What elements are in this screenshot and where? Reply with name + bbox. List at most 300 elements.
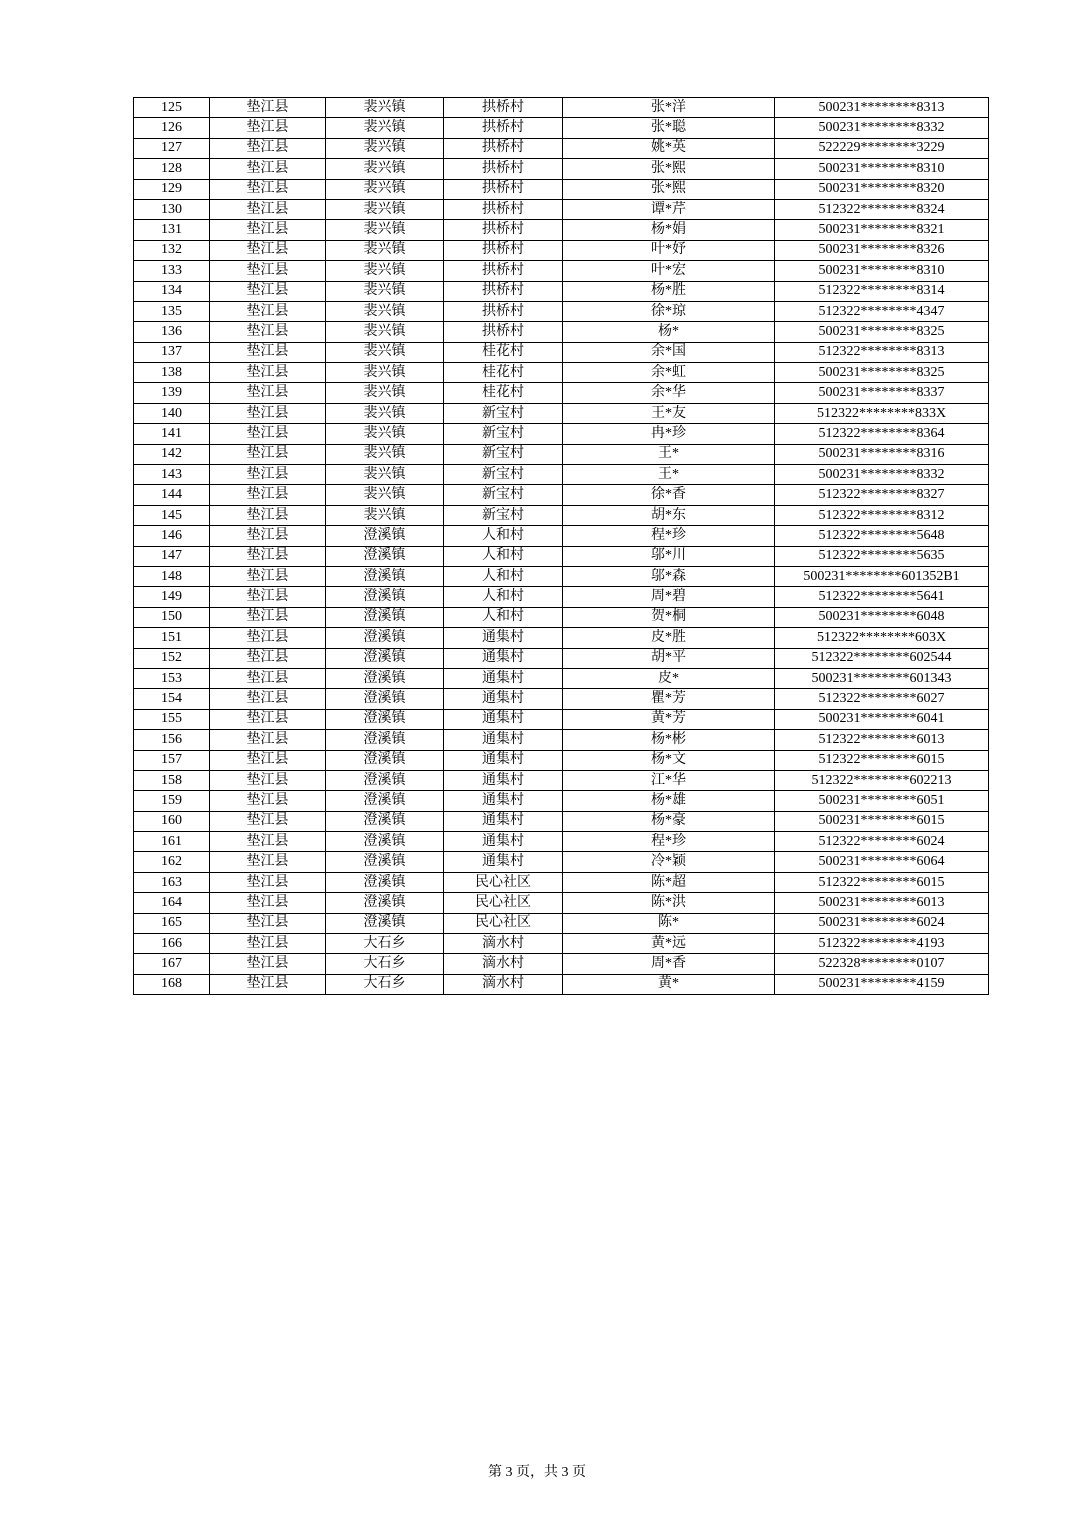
village-cell: 拱桥村 (444, 138, 563, 158)
village-cell: 新宝村 (444, 444, 563, 464)
name-cell: 姚*英 (563, 138, 775, 158)
village-cell: 通集村 (444, 832, 563, 852)
roster-table-body (134, 98, 989, 995)
row-number-cell: 152 (134, 648, 210, 668)
row-number-cell: 154 (134, 689, 210, 709)
village-cell: 拱桥村 (444, 281, 563, 301)
table-row (134, 974, 989, 994)
table-row (134, 934, 989, 954)
table-row (134, 159, 989, 179)
table-row (134, 424, 989, 444)
name-cell: 余*虹 (563, 363, 775, 383)
table-row (134, 261, 989, 281)
village-cell: 通集村 (444, 689, 563, 709)
name-cell: 程*珍 (563, 526, 775, 546)
table-row (134, 852, 989, 872)
row-number-cell: 135 (134, 301, 210, 321)
row-number-cell: 148 (134, 566, 210, 586)
town-cell: 裴兴镇 (326, 98, 444, 118)
county-cell: 垫江县 (210, 179, 326, 199)
village-cell: 桂花村 (444, 383, 563, 403)
town-cell: 大石乡 (326, 934, 444, 954)
row-number-cell: 158 (134, 770, 210, 790)
name-cell: 杨*胜 (563, 281, 775, 301)
village-cell: 通集村 (444, 730, 563, 750)
row-number-cell: 132 (134, 240, 210, 260)
name-cell: 王*友 (563, 403, 775, 423)
town-cell: 裴兴镇 (326, 220, 444, 240)
town-cell: 裴兴镇 (326, 179, 444, 199)
village-cell: 通集村 (444, 750, 563, 770)
row-number-cell: 164 (134, 893, 210, 913)
town-cell: 澄溪镇 (326, 648, 444, 668)
county-cell: 垫江县 (210, 424, 326, 444)
county-cell: 垫江县 (210, 199, 326, 219)
row-number-cell: 147 (134, 546, 210, 566)
name-cell: 王* (563, 444, 775, 464)
table-row (134, 546, 989, 566)
town-cell: 裴兴镇 (326, 485, 444, 505)
name-cell: 贺*桐 (563, 607, 775, 627)
town-cell: 澄溪镇 (326, 546, 444, 566)
county-cell: 垫江县 (210, 872, 326, 892)
village-cell: 桂花村 (444, 363, 563, 383)
village-cell: 通集村 (444, 791, 563, 811)
county-cell: 垫江县 (210, 138, 326, 158)
county-cell: 垫江县 (210, 628, 326, 648)
table-row (134, 628, 989, 648)
id-number-cell: 512322********4347 (775, 301, 989, 321)
village-cell: 滴水村 (444, 954, 563, 974)
id-number-cell: 500231********8321 (775, 220, 989, 240)
town-cell: 澄溪镇 (326, 628, 444, 648)
name-cell: 邬*川 (563, 546, 775, 566)
row-number-cell: 128 (134, 159, 210, 179)
table-row (134, 689, 989, 709)
name-cell: 王* (563, 465, 775, 485)
village-cell: 新宝村 (444, 485, 563, 505)
name-cell: 黄*芳 (563, 709, 775, 729)
county-cell: 垫江县 (210, 566, 326, 586)
table-row (134, 566, 989, 586)
table-row (134, 832, 989, 852)
table-row (134, 465, 989, 485)
table-row (134, 587, 989, 607)
id-number-cell: 500231********4159 (775, 974, 989, 994)
name-cell: 程*珍 (563, 832, 775, 852)
name-cell: 徐*琼 (563, 301, 775, 321)
county-cell: 垫江县 (210, 281, 326, 301)
county-cell: 垫江县 (210, 465, 326, 485)
row-number-cell: 140 (134, 403, 210, 423)
name-cell: 陈* (563, 913, 775, 933)
table-row (134, 770, 989, 790)
name-cell: 杨*豪 (563, 811, 775, 831)
id-number-cell: 500231********8325 (775, 322, 989, 342)
row-number-cell: 150 (134, 607, 210, 627)
town-cell: 裴兴镇 (326, 322, 444, 342)
name-cell: 黄* (563, 974, 775, 994)
town-cell: 澄溪镇 (326, 730, 444, 750)
town-cell: 澄溪镇 (326, 893, 444, 913)
id-number-cell: 522229********3229 (775, 138, 989, 158)
town-cell: 澄溪镇 (326, 791, 444, 811)
county-cell: 垫江县 (210, 403, 326, 423)
town-cell: 澄溪镇 (326, 832, 444, 852)
table-row (134, 444, 989, 464)
town-cell: 裴兴镇 (326, 281, 444, 301)
row-number-cell: 146 (134, 526, 210, 546)
id-number-cell: 500231********6051 (775, 791, 989, 811)
id-number-cell: 512322********6015 (775, 872, 989, 892)
table-row (134, 383, 989, 403)
name-cell: 皮* (563, 668, 775, 688)
id-number-cell: 512322********602213 (775, 770, 989, 790)
id-number-cell: 500231********8337 (775, 383, 989, 403)
county-cell: 垫江县 (210, 954, 326, 974)
row-number-cell: 138 (134, 363, 210, 383)
town-cell: 裴兴镇 (326, 383, 444, 403)
county-cell: 垫江县 (210, 342, 326, 362)
table-row (134, 913, 989, 933)
id-number-cell: 512322********6015 (775, 750, 989, 770)
row-number-cell: 166 (134, 934, 210, 954)
name-cell: 邬*森 (563, 566, 775, 586)
id-number-cell: 512322********602544 (775, 648, 989, 668)
village-cell: 拱桥村 (444, 98, 563, 118)
town-cell: 裴兴镇 (326, 465, 444, 485)
town-cell: 裴兴镇 (326, 363, 444, 383)
county-cell: 垫江县 (210, 689, 326, 709)
county-cell: 垫江县 (210, 587, 326, 607)
village-cell: 通集村 (444, 628, 563, 648)
table-row (134, 709, 989, 729)
table-row (134, 526, 989, 546)
name-cell: 张*聪 (563, 118, 775, 138)
village-cell: 拱桥村 (444, 159, 563, 179)
county-cell: 垫江县 (210, 485, 326, 505)
village-cell: 新宝村 (444, 403, 563, 423)
row-number-cell: 161 (134, 832, 210, 852)
name-cell: 杨*文 (563, 750, 775, 770)
county-cell: 垫江县 (210, 220, 326, 240)
table-row (134, 893, 989, 913)
row-number-cell: 149 (134, 587, 210, 607)
table-row (134, 240, 989, 260)
county-cell: 垫江县 (210, 159, 326, 179)
table-row (134, 363, 989, 383)
name-cell: 叶*妤 (563, 240, 775, 260)
village-cell: 通集村 (444, 709, 563, 729)
county-cell: 垫江县 (210, 811, 326, 831)
village-cell: 人和村 (444, 526, 563, 546)
id-number-cell: 512322********6024 (775, 832, 989, 852)
county-cell: 垫江县 (210, 852, 326, 872)
id-number-cell: 500231********6064 (775, 852, 989, 872)
village-cell: 民心社区 (444, 872, 563, 892)
row-number-cell: 130 (134, 199, 210, 219)
table-row (134, 648, 989, 668)
id-number-cell: 500231********8332 (775, 118, 989, 138)
town-cell: 裴兴镇 (326, 261, 444, 281)
table-row (134, 342, 989, 362)
row-number-cell: 165 (134, 913, 210, 933)
row-number-cell: 168 (134, 974, 210, 994)
row-number-cell: 139 (134, 383, 210, 403)
village-cell: 民心社区 (444, 893, 563, 913)
town-cell: 澄溪镇 (326, 913, 444, 933)
town-cell: 大石乡 (326, 954, 444, 974)
table-row (134, 872, 989, 892)
name-cell: 黄*远 (563, 934, 775, 954)
town-cell: 澄溪镇 (326, 872, 444, 892)
id-number-cell: 500231********8310 (775, 159, 989, 179)
id-number-cell: 512322********603X (775, 628, 989, 648)
id-number-cell: 500231********8316 (775, 444, 989, 464)
row-number-cell: 129 (134, 179, 210, 199)
town-cell: 澄溪镇 (326, 709, 444, 729)
roster-table (133, 97, 989, 995)
town-cell: 裴兴镇 (326, 118, 444, 138)
row-number-cell: 160 (134, 811, 210, 831)
county-cell: 垫江县 (210, 363, 326, 383)
row-number-cell: 131 (134, 220, 210, 240)
county-cell: 垫江县 (210, 240, 326, 260)
town-cell: 裴兴镇 (326, 403, 444, 423)
id-number-cell: 522328********0107 (775, 954, 989, 974)
county-cell: 垫江县 (210, 98, 326, 118)
town-cell: 澄溪镇 (326, 587, 444, 607)
row-number-cell: 137 (134, 342, 210, 362)
row-number-cell: 142 (134, 444, 210, 464)
name-cell: 余*华 (563, 383, 775, 403)
name-cell: 陈*洪 (563, 893, 775, 913)
village-cell: 桂花村 (444, 342, 563, 362)
row-number-cell: 156 (134, 730, 210, 750)
id-number-cell: 512322********8364 (775, 424, 989, 444)
table-row (134, 485, 989, 505)
town-cell: 澄溪镇 (326, 750, 444, 770)
village-cell: 民心社区 (444, 913, 563, 933)
name-cell: 江*华 (563, 770, 775, 790)
id-number-cell: 512322********8324 (775, 199, 989, 219)
id-number-cell: 512322********8327 (775, 485, 989, 505)
table-row (134, 98, 989, 118)
village-cell: 拱桥村 (444, 220, 563, 240)
id-number-cell: 512322********8314 (775, 281, 989, 301)
town-cell: 裴兴镇 (326, 301, 444, 321)
row-number-cell: 133 (134, 261, 210, 281)
row-number-cell: 167 (134, 954, 210, 974)
name-cell: 张*熙 (563, 159, 775, 179)
village-cell: 滴水村 (444, 934, 563, 954)
name-cell: 周*香 (563, 954, 775, 974)
county-cell: 垫江县 (210, 709, 326, 729)
county-cell: 垫江县 (210, 546, 326, 566)
county-cell: 垫江县 (210, 607, 326, 627)
table-row (134, 403, 989, 423)
id-number-cell: 512322********8312 (775, 505, 989, 525)
name-cell: 余*国 (563, 342, 775, 362)
county-cell: 垫江县 (210, 974, 326, 994)
row-number-cell: 143 (134, 465, 210, 485)
name-cell: 胡*东 (563, 505, 775, 525)
table-row (134, 811, 989, 831)
row-number-cell: 163 (134, 872, 210, 892)
village-cell: 拱桥村 (444, 179, 563, 199)
village-cell: 滴水村 (444, 974, 563, 994)
row-number-cell: 141 (134, 424, 210, 444)
county-cell: 垫江县 (210, 934, 326, 954)
table-row (134, 179, 989, 199)
village-cell: 新宝村 (444, 465, 563, 485)
id-number-cell: 500231********8310 (775, 261, 989, 281)
county-cell: 垫江县 (210, 893, 326, 913)
county-cell: 垫江县 (210, 770, 326, 790)
id-number-cell: 500231********8313 (775, 98, 989, 118)
table-row (134, 118, 989, 138)
row-number-cell: 134 (134, 281, 210, 301)
village-cell: 人和村 (444, 546, 563, 566)
id-number-cell: 512322********6027 (775, 689, 989, 709)
id-number-cell: 512322********5648 (775, 526, 989, 546)
name-cell: 杨* (563, 322, 775, 342)
page-footer: 第 3 页，共 3 页 (488, 1465, 586, 1480)
county-cell: 垫江县 (210, 301, 326, 321)
village-cell: 拱桥村 (444, 118, 563, 138)
id-number-cell: 500231********6041 (775, 709, 989, 729)
id-number-cell: 512322********833X (775, 403, 989, 423)
name-cell: 谭*芹 (563, 199, 775, 219)
table-row (134, 730, 989, 750)
id-number-cell: 500231********6015 (775, 811, 989, 831)
county-cell: 垫江县 (210, 791, 326, 811)
row-number-cell: 159 (134, 791, 210, 811)
row-number-cell: 125 (134, 98, 210, 118)
table-row (134, 322, 989, 342)
name-cell: 张*熙 (563, 179, 775, 199)
town-cell: 澄溪镇 (326, 566, 444, 586)
county-cell: 垫江县 (210, 730, 326, 750)
town-cell: 大石乡 (326, 974, 444, 994)
name-cell: 陈*超 (563, 872, 775, 892)
id-number-cell: 512322********8313 (775, 342, 989, 362)
table-row (134, 281, 989, 301)
table-row (134, 607, 989, 627)
id-number-cell: 500231********8326 (775, 240, 989, 260)
table-row (134, 138, 989, 158)
id-number-cell: 512322********5641 (775, 587, 989, 607)
table-row (134, 954, 989, 974)
village-cell: 通集村 (444, 648, 563, 668)
county-cell: 垫江县 (210, 383, 326, 403)
table-row (134, 220, 989, 240)
name-cell: 叶*宏 (563, 261, 775, 281)
village-cell: 人和村 (444, 587, 563, 607)
id-number-cell: 500231********6024 (775, 913, 989, 933)
id-number-cell: 512322********6013 (775, 730, 989, 750)
village-cell: 拱桥村 (444, 261, 563, 281)
town-cell: 澄溪镇 (326, 852, 444, 872)
name-cell: 冉*珍 (563, 424, 775, 444)
name-cell: 冷*颖 (563, 852, 775, 872)
table-row (134, 668, 989, 688)
row-number-cell: 155 (134, 709, 210, 729)
name-cell: 杨*彬 (563, 730, 775, 750)
id-number-cell: 512322********5635 (775, 546, 989, 566)
name-cell: 周*碧 (563, 587, 775, 607)
table-row (134, 199, 989, 219)
town-cell: 澄溪镇 (326, 811, 444, 831)
town-cell: 澄溪镇 (326, 689, 444, 709)
name-cell: 胡*平 (563, 648, 775, 668)
village-cell: 新宝村 (444, 505, 563, 525)
county-cell: 垫江县 (210, 648, 326, 668)
village-cell: 新宝村 (444, 424, 563, 444)
county-cell: 垫江县 (210, 118, 326, 138)
county-cell: 垫江县 (210, 322, 326, 342)
village-cell: 拱桥村 (444, 199, 563, 219)
id-number-cell: 500231********6048 (775, 607, 989, 627)
row-number-cell: 144 (134, 485, 210, 505)
county-cell: 垫江县 (210, 526, 326, 546)
town-cell: 裴兴镇 (326, 342, 444, 362)
table-row (134, 750, 989, 770)
village-cell: 拱桥村 (444, 301, 563, 321)
county-cell: 垫江县 (210, 444, 326, 464)
village-cell: 通集村 (444, 852, 563, 872)
name-cell: 皮*胜 (563, 628, 775, 648)
village-cell: 拱桥村 (444, 240, 563, 260)
town-cell: 裴兴镇 (326, 240, 444, 260)
county-cell: 垫江县 (210, 668, 326, 688)
row-number-cell: 126 (134, 118, 210, 138)
table-row (134, 791, 989, 811)
village-cell: 人和村 (444, 607, 563, 627)
town-cell: 裴兴镇 (326, 159, 444, 179)
name-cell: 徐*香 (563, 485, 775, 505)
town-cell: 澄溪镇 (326, 770, 444, 790)
county-cell: 垫江县 (210, 832, 326, 852)
id-number-cell: 500231********601352B1 (775, 566, 989, 586)
id-number-cell: 500231********601343 (775, 668, 989, 688)
row-number-cell: 157 (134, 750, 210, 770)
name-cell: 瞿*芳 (563, 689, 775, 709)
town-cell: 裴兴镇 (326, 444, 444, 464)
town-cell: 裴兴镇 (326, 199, 444, 219)
id-number-cell: 500231********8332 (775, 465, 989, 485)
town-cell: 裴兴镇 (326, 505, 444, 525)
county-cell: 垫江县 (210, 261, 326, 281)
county-cell: 垫江县 (210, 505, 326, 525)
village-cell: 拱桥村 (444, 322, 563, 342)
id-number-cell: 500231********8325 (775, 363, 989, 383)
county-cell: 垫江县 (210, 750, 326, 770)
id-number-cell: 512322********4193 (775, 934, 989, 954)
town-cell: 裴兴镇 (326, 424, 444, 444)
town-cell: 澄溪镇 (326, 607, 444, 627)
village-cell: 人和村 (444, 566, 563, 586)
town-cell: 澄溪镇 (326, 668, 444, 688)
row-number-cell: 162 (134, 852, 210, 872)
town-cell: 澄溪镇 (326, 526, 444, 546)
village-cell: 通集村 (444, 811, 563, 831)
table-row (134, 301, 989, 321)
name-cell: 杨*娟 (563, 220, 775, 240)
row-number-cell: 136 (134, 322, 210, 342)
town-cell: 裴兴镇 (326, 138, 444, 158)
row-number-cell: 145 (134, 505, 210, 525)
